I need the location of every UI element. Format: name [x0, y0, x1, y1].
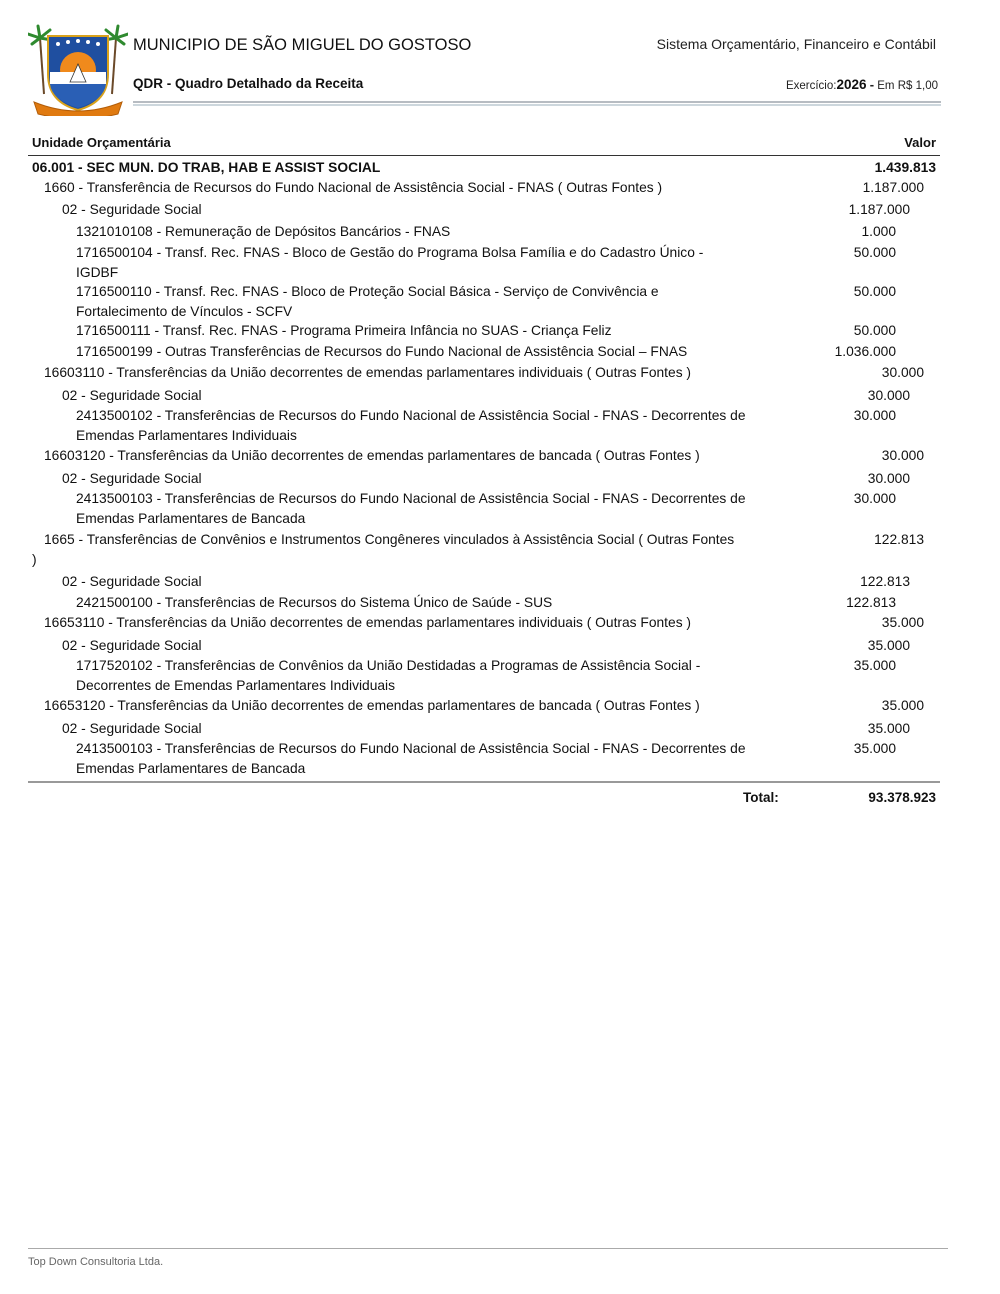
row-value: 50.000: [853, 323, 896, 338]
row-value: 122.813: [874, 532, 924, 547]
row-value: 1.036.000: [834, 344, 896, 359]
row-description: 16653120 - Transferências da União decorrentes de emendas parlamentares de bancada ( Outras Fontes ): [44, 698, 700, 713]
row-description: 1716500104 - Transf. Rec. FNAS - Bloco de Gestão do Programa Bolsa Família e do Cadastro Único - IGDBF: [76, 245, 704, 280]
municipality-name: MUNICIPIO DE SÃO MIGUEL DO GOSTOSO: [133, 36, 472, 54]
row-value: 30.000: [867, 471, 910, 486]
row-value: 35.000: [867, 721, 910, 736]
row-description: 1716500110 - Transf. Rec. FNAS - Bloco de Proteção Social Básica - Serviço de Convivência e Fortalecimento de Vínculos - SCFV: [76, 284, 659, 319]
exercise-info: [786, 77, 938, 92]
row-description: 16603120 - Transferências da União decorrentes de emendas parlamentares de bancada ( Outras Fontes ): [44, 448, 700, 463]
row-value: 30.000: [881, 448, 924, 463]
row-value: 35.000: [881, 615, 924, 630]
row-description: 02 - Seguridade Social: [62, 388, 202, 403]
row-description: 02 - Seguridade Social: [62, 202, 202, 217]
row-value: 30.000: [881, 365, 924, 380]
row-description: 1716500199 - Outras Transferências de Recursos do Fundo Nacional de Assistência Social – FNAS: [76, 344, 688, 359]
row-description: 02 - Seguridade Social: [62, 721, 202, 736]
row-description: 1716500111 - Transf. Rec. FNAS - Programa Primeira Infância no SUAS - Criança Feliz: [76, 323, 612, 338]
table-header: [28, 133, 940, 153]
row-value: 50.000: [853, 245, 896, 260]
row-value: 35.000: [867, 638, 910, 653]
row-description: 02 - Seguridade Social: [62, 638, 202, 653]
exercise-label: Exercício:: [785, 80, 837, 92]
row-value: 50.000: [853, 284, 896, 299]
total-label: Total:: [743, 790, 779, 805]
column-header-value: Valor: [904, 135, 936, 150]
header-divider: [133, 101, 941, 103]
row-description: 2413500102 - Transferências de Recursos do Fundo Nacional de Assistência Social - FNAS - Decorrentes de Emendas Parlamentares Individuais: [76, 408, 746, 443]
row-value: 1.439.813: [874, 160, 936, 175]
row-description: 2421500100 - Transferências de Recursos do Sistema Único de Saúde - SUS: [76, 595, 553, 610]
row-description: 1665 - Transferências de Convênios e Instrumentos Congêneres vinculados à Assistência Social ( Outras Fontes ): [32, 532, 735, 567]
total-divider: [28, 781, 940, 783]
row-description: 16603110 - Transferências da União decorrentes de emendas parlamentares individuais ( Outras Fontes ): [44, 365, 692, 380]
exercise-year: 2026: [836, 77, 867, 92]
currency-note: Em R$ 1,00: [877, 80, 938, 92]
row-value: 122.813: [860, 574, 910, 589]
row-value: 1.187.000: [862, 180, 924, 195]
row-value: 35.000: [881, 698, 924, 713]
row-description: 02 - Seguridade Social: [62, 471, 202, 486]
table-header-divider: [28, 155, 940, 156]
column-header-unit: Unidade Orçamentária: [32, 135, 171, 150]
row-description: 2413500103 - Transferências de Recursos do Fundo Nacional de Assistência Social - FNAS - Decorrentes de Emendas Parlamentares de Bancada: [76, 491, 746, 526]
row-value: 30.000: [853, 491, 896, 506]
row-value: 35.000: [853, 741, 896, 756]
municipal-coat-of-arms-icon: [28, 24, 128, 116]
row-value: 1.000: [861, 224, 896, 239]
report-title: QDR - Quadro Detalhado da Receita: [133, 76, 364, 91]
row-value: 30.000: [853, 408, 896, 423]
row-description: 1660 - Transferência de Recursos do Fundo Nacional de Assistência Social - FNAS ( Outras Fontes ): [44, 180, 663, 195]
row-description: 16653110 - Transferências da União decorrentes de emendas parlamentares individuais ( Outras Fontes ): [44, 615, 692, 630]
header-divider-secondary: [133, 104, 941, 106]
row-description: 1717520102 - Transferências de Convênios da União Destidadas a Programas de Assistência Social - Decorrentes de Emendas Parlamentares Individuais: [76, 658, 701, 693]
row-description: 06.001 - SEC MUN. DO TRAB, HAB E ASSIST SOCIAL: [32, 160, 381, 175]
system-name: Sistema Orçamentário, Financeiro e Contábil: [656, 36, 936, 52]
row-value: 30.000: [867, 388, 910, 403]
row-description: 1321010108 - Remuneração de Depósitos Bancários - FNAS: [76, 224, 451, 239]
footer-divider: [28, 1248, 948, 1249]
row-description: 02 - Seguridade Social: [62, 574, 202, 589]
row-value: 35.000: [853, 658, 896, 673]
exercise-separator: -: [869, 77, 875, 92]
row-value: 1.187.000: [848, 202, 910, 217]
row-description: 2413500103 - Transferências de Recursos do Fundo Nacional de Assistência Social - FNAS - Decorrentes de Emendas Parlamentares de Bancada: [76, 741, 746, 776]
footer-company: Top Down Consultoria Ltda.: [28, 1256, 164, 1268]
row-value: 122.813: [846, 595, 896, 610]
total-value: 93.378.923: [868, 790, 936, 805]
